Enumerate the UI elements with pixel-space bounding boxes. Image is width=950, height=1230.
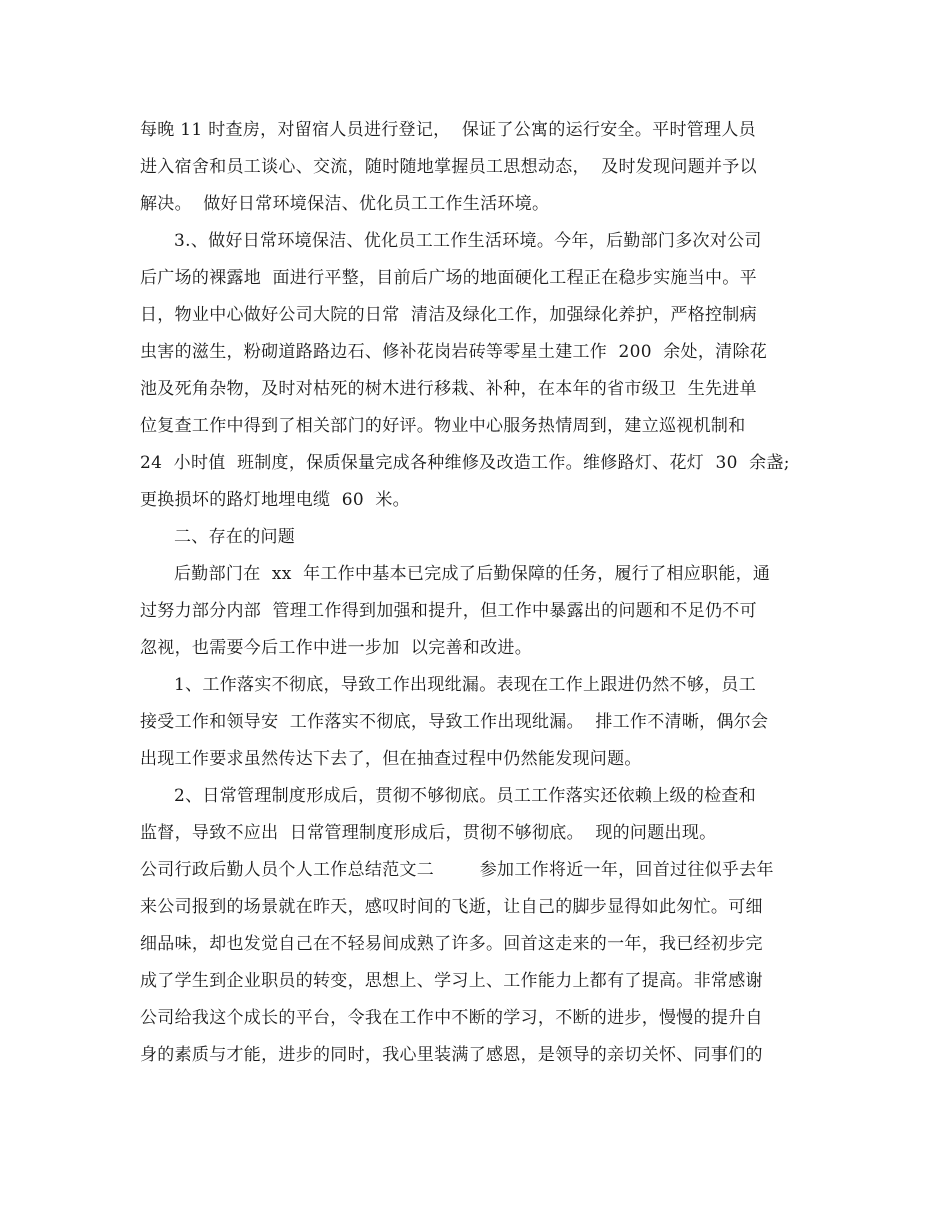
text-line: 3.、做好日常环境保洁、优化员工工作生活环境。今年，后勤部门多次对公司 — [174, 231, 762, 251]
text-line: 2、日常管理制度形成后，贯彻不够彻底。员工工作落实还依赖上级的检查和 — [174, 786, 757, 806]
text-line: 公司行政后勤人员个人工作总结范文二 参加工作将近一年，回首过往似乎去年 — [140, 860, 774, 880]
text-line: 出现工作要求虽然传达下去了，但在抽查过程中仍然能发现问题。 — [140, 749, 642, 769]
text-line: 24 小时值 班制度，保质保量完成各种维修及改造工作。维修路灯、花灯 30 余盏; — [140, 453, 790, 473]
text-line: 细品味，却也发觉自己在不轻易间成熟了许多。回首这走来的一年，我已经初步完 — [140, 934, 763, 954]
section-heading: 二、存在的问题 — [174, 527, 296, 547]
text-line: 身的素质与才能，进步的同时，我心里装满了感恩，是领导的亲切关怀、同事们的 — [140, 1045, 763, 1065]
text-line: 日，物业中心做好公司大院的日常 清洁及绿化工作，加强绿化养护，严格控制病 — [140, 305, 757, 325]
text-line: 解决。 做好日常环境保洁、优化员工工作生活环境。 — [140, 194, 550, 214]
text-line: 位复查工作中得到了相关部门的好评。物业中心服务热情周到，建立巡视机制和 — [140, 416, 746, 436]
text-line: 过努力部分内部 管理工作得到加强和提升，但工作中暴露出的问题和不足仍不可 — [140, 601, 757, 621]
text-line: 进入宿舍和员工谈心、交流，随时随地掌握员工思想动态， 及时发现问题并予以 — [140, 157, 757, 177]
text-line: 监督，导致不应出 日常管理制度形成后，贯彻不够彻底。 现的问题出现。 — [140, 823, 717, 843]
text-line: 后广场的裸露地 面进行平整，目前后广场的地面硬化工程正在稳步实施当中。平 — [140, 268, 757, 288]
text-line: 每晚 11 时查房，对留宿人员进行登记， 保证了公寓的运行安全。平时管理人员 — [140, 120, 756, 140]
text-line: 1、工作落实不彻底，导致工作出现纰漏。表现在工作上跟进仍然不够，员工 — [174, 675, 757, 695]
text-line: 来公司报到的场景就在昨天，感叹时间的飞逝，让自己的脚步显得如此匆忙。可细 — [140, 897, 763, 917]
text-line: 后勤部门在 xx 年工作中基本已完成了后勤保障的任务，履行了相应职能，通 — [174, 564, 771, 584]
text-line: 虫害的滋生，粉砌道路路边石、修补花岗岩砖等零星土建工作 200 余处，清除花 — [140, 342, 768, 362]
text-line: 成了学生到企业职员的转变，思想上、学习上、工作能力上都有了提高。非常感谢 — [140, 971, 763, 991]
text-line: 接受工作和领导安 工作落实不彻底，导致工作出现纰漏。 排工作不清晰，偶尔会 — [140, 712, 769, 732]
text-line: 忽视，也需要今后工作中进一步加 以完善和改进。 — [140, 638, 533, 658]
text-line: 更换损坏的路灯地埋电缆 60 米。 — [140, 490, 410, 510]
text-line: 公司给我这个成长的平台，令我在工作中不断的学习，不断的进步，慢慢的提升自 — [140, 1008, 763, 1028]
text-line: 池及死角杂物，及时对枯死的树木进行移栽、补种，在本年的省市级卫 生先进单 — [140, 379, 757, 399]
